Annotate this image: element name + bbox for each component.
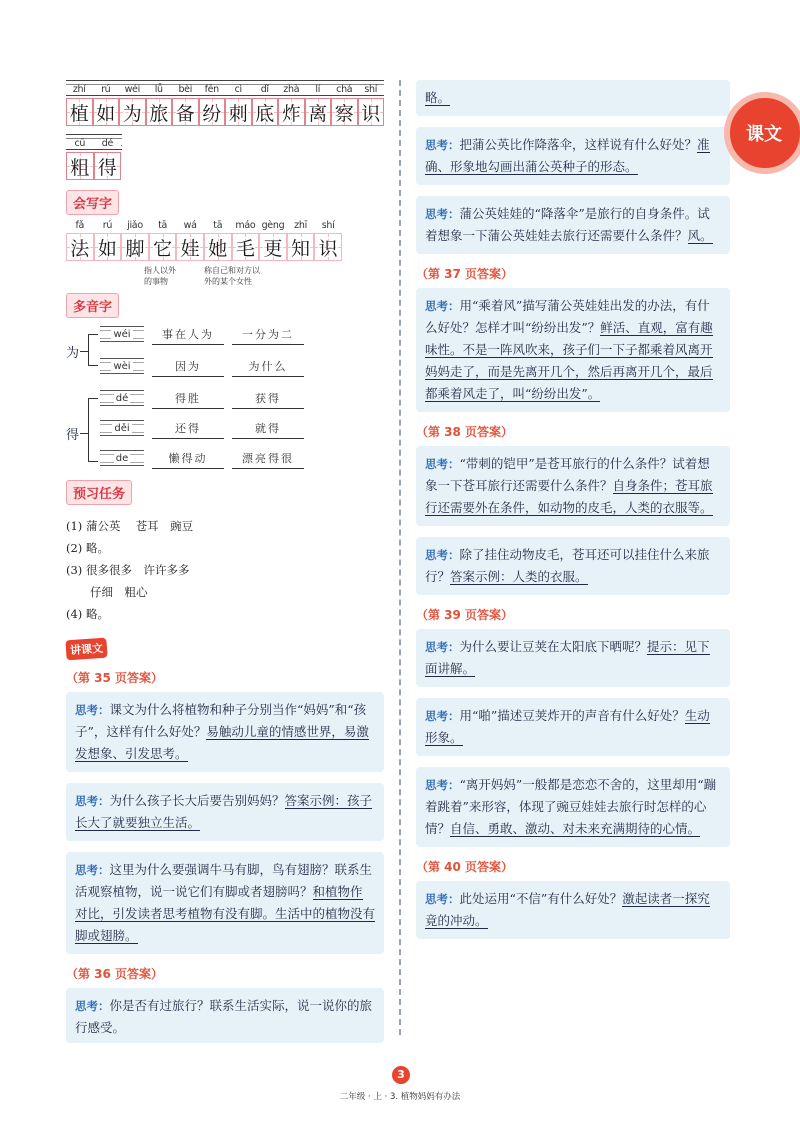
- pinyin: dǐ: [252, 85, 279, 95]
- think-box: 思考：此处运用“不信”有什么好处？激起读者一探究竟的冲动。: [416, 881, 730, 939]
- think-box: 思考：蒲公英娃娃的“降落伞”是旅行的自身条件。试着想象一下蒲公英娃娃去旅行还需要什么条件？风。: [416, 196, 730, 254]
- char-box: 为: [119, 98, 146, 126]
- poly-de-char: 得: [66, 428, 80, 443]
- column-divider: [399, 80, 401, 1035]
- lesson-badge: 讲课文: [65, 638, 107, 661]
- char-box: 如: [94, 233, 122, 261]
- char-box: 脚: [121, 233, 149, 261]
- pinyin: zhī: [294, 220, 307, 231]
- write-chars-label: 会写字: [66, 190, 119, 215]
- poly-word: 还得: [152, 420, 224, 439]
- char-box: 纷: [199, 98, 226, 126]
- char-box: 炸: [278, 98, 305, 126]
- think-box: 思考：“离开妈妈”一般都是恋恋不舍的，这里却用“蹦着跳着”来形容，体现了豌豆娃娃去旅行时怎样的心情？自信、勇敢、激动、对未来充满期待的心情。: [416, 767, 730, 847]
- page-37-title: （第 37 页答案）: [416, 267, 514, 281]
- char-box: 刺: [225, 98, 252, 126]
- preview-answer-2: (2) 略。: [66, 541, 109, 555]
- think-box: 思考：课文为什么将植物和种子分别当作“妈妈”和“孩子”，这样有什么好处？易触动儿童的情感世界，易激发想象、引发思考。: [66, 692, 384, 772]
- poly-word: 因为: [152, 358, 224, 377]
- think-box: 思考：为什么要让豆荚在太阳底下晒呢？提示：见下面讲解。: [416, 629, 730, 687]
- poly-de-py3: de: [100, 450, 144, 466]
- pinyin: gèng: [261, 220, 285, 231]
- pinyin-row-2: [66, 134, 122, 150]
- char-box: 得: [94, 152, 122, 180]
- pinyin: rú: [102, 220, 113, 231]
- char-box: 底: [252, 98, 279, 126]
- preview-answers: [66, 515, 384, 625]
- left-column: [66, 80, 384, 1054]
- pinyin: fēn: [199, 85, 226, 95]
- pinyin: chá: [331, 85, 358, 95]
- poly-word: 懒得动: [152, 450, 224, 469]
- think-box: 思考：你是否有过旅行？联系生活实际，说一说你的旅行感受。: [66, 988, 384, 1043]
- char-box: 旅: [146, 98, 173, 126]
- poly-word: 为什么: [232, 358, 304, 377]
- polyphone-de: [66, 388, 384, 478]
- polyphone-wei: [66, 324, 384, 382]
- pinyin: lǚ: [146, 85, 173, 95]
- polyphone-label: 多音字: [66, 293, 119, 318]
- poly-word: 事在人为: [152, 326, 224, 345]
- write-pinyin-row: [66, 215, 384, 231]
- char-box: 识: [314, 233, 342, 261]
- pinyin: cì: [225, 85, 252, 95]
- right-column: [416, 80, 730, 950]
- think-box-continued: 略。: [416, 80, 730, 116]
- preview-task-label: 预习任务: [66, 480, 132, 505]
- pinyin: dé: [94, 139, 122, 149]
- pinyin: shí: [358, 85, 385, 95]
- think-box: 思考：除了挂住动物皮毛，苍耳还可以挂住什么来旅行？答案示例：人类的衣服。: [416, 537, 730, 595]
- poly-word: 漂亮得很: [232, 450, 304, 469]
- poly-word: 得胜: [152, 390, 224, 409]
- char-notes: [66, 261, 384, 291]
- preview-answer-3: (3) 很多很多 许许多多: [66, 563, 190, 577]
- think-box: 思考：用“啪”描述豆荚炸开的声音有什么好处？生动形象。: [416, 698, 730, 756]
- pinyin: máo: [235, 220, 256, 231]
- page-footer: 二年级 · 上 · 3. 植物妈妈有办法: [339, 1092, 461, 1102]
- note-ta-her: 称自己和对方以 外的某个女性: [204, 266, 260, 286]
- page-35-title: （第 35 页答案）: [66, 671, 164, 685]
- poly-wei-py1: wéi: [100, 326, 144, 342]
- char-box: 察: [331, 98, 358, 126]
- pinyin: fǎ: [75, 220, 85, 231]
- char-box: 娃: [176, 233, 204, 261]
- preview-answer-1: (1) 蒲公英 苍耳 豌豆: [66, 519, 194, 533]
- pinyin: wá: [183, 220, 197, 231]
- think-box: 思考：为什么孩子长大后要告别妈妈？答案示例：孩子长大了就要独立生活。: [66, 783, 384, 841]
- think-box: 思考：“带刺的铠甲”是苍耳旅行的什么条件？试着想象一下苍耳旅行还需要什么条件？自身条件；苍耳旅行还需要外在条件，如动物的皮毛，人类的衣服等。: [416, 446, 730, 526]
- poly-wei-char: 为: [66, 346, 80, 361]
- pinyin: wéi: [119, 85, 146, 95]
- char-box: 她: [204, 233, 232, 261]
- poly-word: 一分为二: [232, 326, 304, 345]
- think-box: 思考：这里为什么要强调牛马有脚，鸟有翅膀？联系生活观察植物，说一说它们有脚或者翅膀吗？和植物作对比，引发读者思考植物有没有脚。生活中的植物没有脚或翅膀。: [66, 852, 384, 954]
- lesson-side-tab: 课文: [724, 92, 800, 174]
- pinyin: bèi: [172, 85, 199, 95]
- write-chars-row: [66, 233, 384, 261]
- note-ta-it: 指人以外 的事物: [144, 266, 176, 286]
- recognize-chars-row-2: [66, 152, 384, 180]
- pinyin-row-1: [66, 80, 384, 96]
- char-box: 法: [66, 233, 94, 261]
- pinyin: shí: [321, 220, 335, 231]
- pinyin: jiǎo: [127, 220, 143, 231]
- pinyin: lí: [305, 85, 332, 95]
- page-39-title: （第 39 页答案）: [416, 608, 514, 622]
- char-box: 知: [287, 233, 315, 261]
- poly-word: 获得: [232, 390, 304, 409]
- recognize-chars-row-1: [66, 98, 384, 126]
- poly-wei-py2: wèi: [100, 358, 144, 374]
- page-38-title: （第 38 页答案）: [416, 425, 514, 439]
- char-box: 毛: [232, 233, 260, 261]
- char-box: 更: [259, 233, 287, 261]
- page-number: 3: [392, 1066, 410, 1084]
- pinyin: tā: [213, 220, 223, 231]
- page-36-title: （第 36 页答案）: [66, 967, 164, 981]
- pinyin: tā: [158, 220, 168, 231]
- pinyin: zhà: [278, 85, 305, 95]
- char-box: 如: [93, 98, 120, 126]
- preview-answer-3b: 仔细 粗心: [90, 585, 148, 599]
- char-box: 它: [149, 233, 177, 261]
- poly-word: 就得: [232, 420, 304, 439]
- char-box: 植: [66, 98, 93, 126]
- think-box: 思考：用“乘着风”描写蒲公英娃娃出发的办法，有什么好处？怎样才叫“纷纷出发”？鲜活、直观，富有趣味性。不是一阵风吹来，孩子们一下子都乘着风离开妈妈走了，而是先离开几个，然后再离开几个，最后都乘着风走了，叫“纷纷出发”。: [416, 288, 730, 412]
- pinyin: rú: [93, 85, 120, 95]
- pinyin: cū: [66, 139, 94, 149]
- poly-de-py2: děi: [100, 420, 144, 436]
- preview-answer-4: (4) 略。: [66, 607, 109, 621]
- char-box: 粗: [66, 152, 94, 180]
- char-box: 离: [305, 98, 332, 126]
- poly-de-py1: dé: [100, 390, 144, 406]
- char-box: 备: [172, 98, 199, 126]
- think-box: 思考：把蒲公英比作降落伞，这样说有什么好处？准确、形象地勾画出蒲公英种子的形态。: [416, 127, 730, 185]
- page-40-title: （第 40 页答案）: [416, 860, 514, 874]
- char-box: 识: [358, 98, 385, 126]
- pinyin: zhí: [66, 85, 93, 95]
